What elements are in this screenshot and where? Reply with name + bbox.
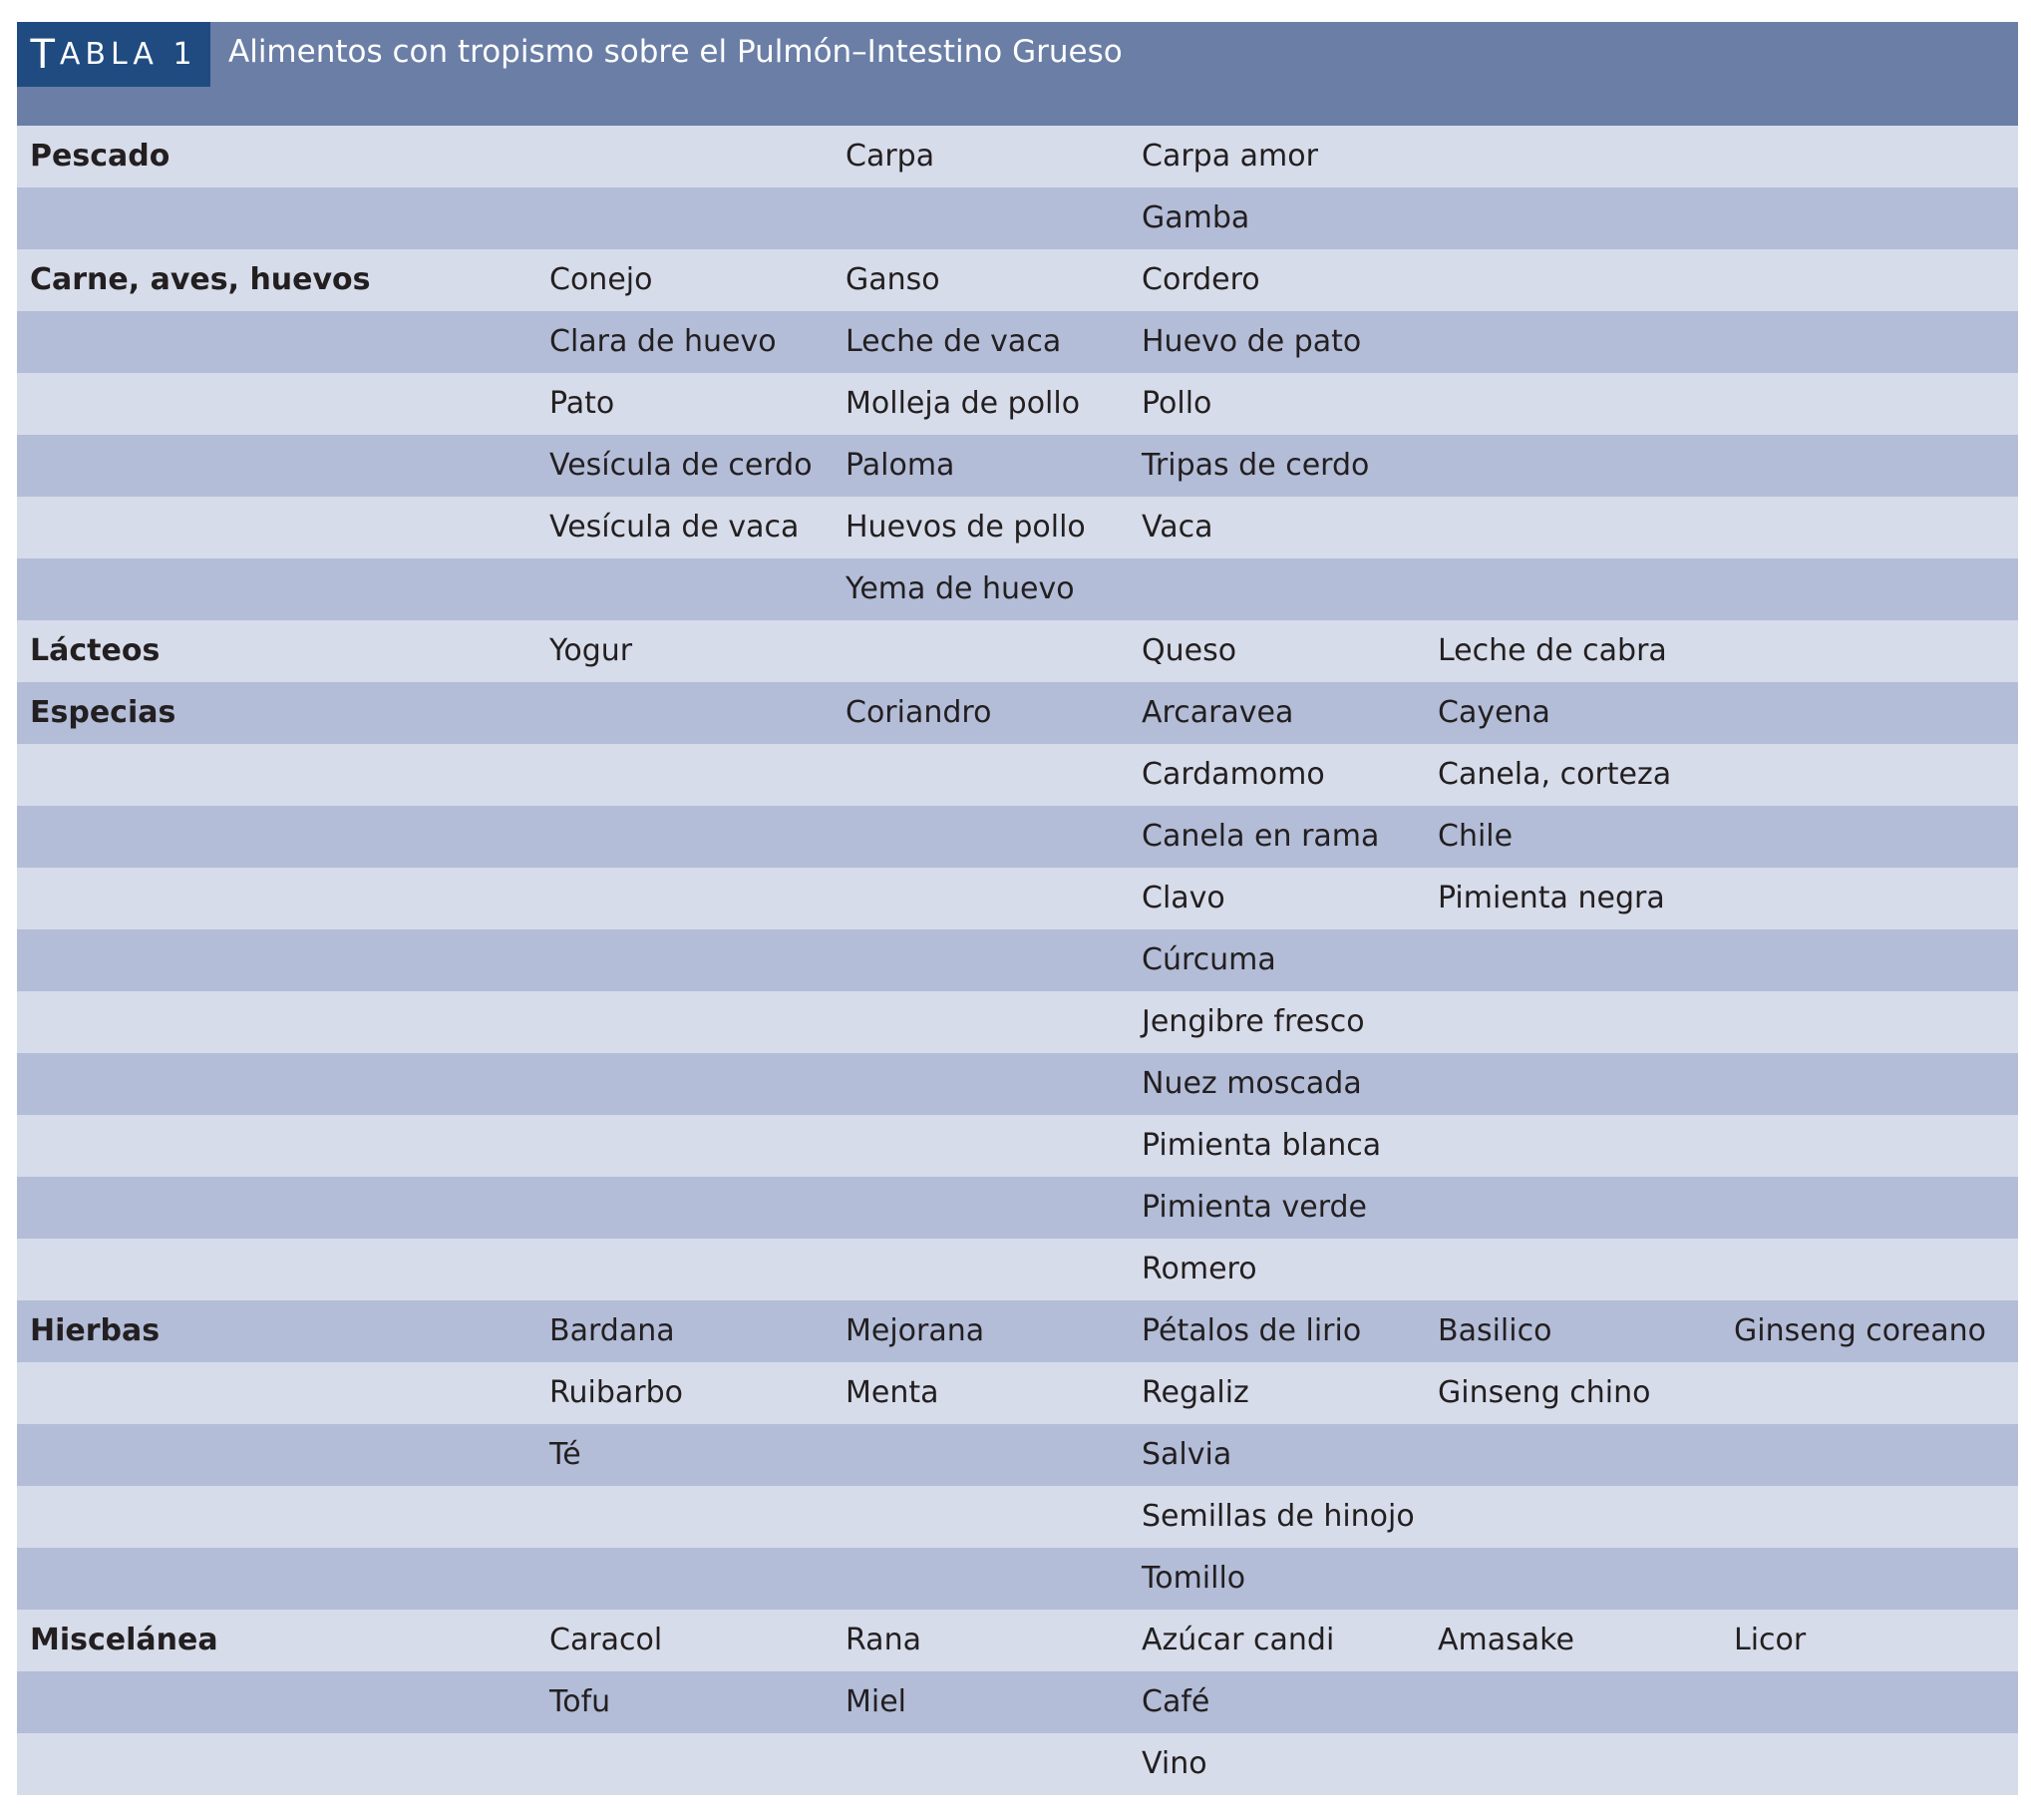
- food-cell: Yema de huevo: [846, 571, 1075, 606]
- table-row: [17, 1671, 2018, 1733]
- table-row: [17, 929, 2018, 991]
- food-cell: Tripas de cerdo: [1142, 448, 1370, 483]
- food-cell: Ruibarbo: [549, 1375, 684, 1410]
- food-cell: Vesícula de cerdo: [549, 448, 813, 483]
- food-cell: Amasake: [1438, 1623, 1574, 1657]
- food-cell: Cúrcuma: [1142, 942, 1276, 977]
- table-row: [17, 1115, 2018, 1177]
- table-header: [17, 22, 2018, 126]
- food-cell: Carpa amor: [1142, 139, 1318, 174]
- table-row: [17, 682, 2018, 744]
- category-cell: Pescado: [30, 139, 170, 174]
- food-cell: Conejo: [549, 262, 653, 297]
- food-cell: Molleja de pollo: [846, 386, 1081, 421]
- table-row: [17, 558, 2018, 620]
- food-cell: Regaliz: [1142, 1375, 1249, 1410]
- food-cell: Carpa: [846, 139, 935, 174]
- table-row: [17, 1300, 2018, 1362]
- table-row: [17, 744, 2018, 806]
- food-cell: Cayena: [1438, 695, 1550, 730]
- table-row: [17, 311, 2018, 373]
- food-cell: Queso: [1142, 633, 1237, 668]
- food-cell: Tofu: [549, 1684, 611, 1719]
- food-cell: Cordero: [1142, 262, 1260, 297]
- food-cell: Huevo de pato: [1142, 324, 1362, 359]
- food-cell: Leche de cabra: [1438, 633, 1667, 668]
- table-row: [17, 620, 2018, 682]
- food-cell: Chile: [1438, 819, 1514, 854]
- table-row: [17, 1610, 2018, 1671]
- food-cell: Miel: [846, 1684, 907, 1719]
- table-number-rest: ABLA 1: [59, 37, 197, 72]
- food-cell: Nuez moscada: [1142, 1066, 1362, 1101]
- food-cell: Pimienta blanca: [1142, 1128, 1382, 1163]
- food-cell: Ganso: [846, 262, 940, 297]
- food-cell: Tomillo: [1142, 1561, 1246, 1596]
- food-cell: Jengibre fresco: [1142, 1004, 1365, 1039]
- food-cell: Menta: [846, 1375, 939, 1410]
- table-row: [17, 1239, 2018, 1300]
- food-cell: Arcaravea: [1142, 695, 1294, 730]
- food-cell: Clara de huevo: [549, 324, 777, 359]
- table-number-cap: T: [30, 31, 60, 78]
- table-row: [17, 1548, 2018, 1610]
- food-cell: Pollo: [1142, 386, 1212, 421]
- table-row: [17, 806, 2018, 868]
- food-cell: Yogur: [549, 633, 633, 668]
- food-cell: Rana: [846, 1623, 921, 1657]
- table-row: [17, 1177, 2018, 1239]
- table-body: [17, 126, 2018, 1795]
- food-cell: Paloma: [846, 448, 955, 483]
- food-cell: Mejorana: [846, 1313, 985, 1348]
- category-cell: Lácteos: [30, 633, 161, 668]
- category-cell: Miscelánea: [30, 1623, 218, 1657]
- food-cell: Pato: [549, 386, 615, 421]
- food-cell: Canela, corteza: [1438, 757, 1672, 792]
- food-cell: Vesícula de vaca: [549, 510, 800, 545]
- table-row: [17, 435, 2018, 497]
- food-cell: Salvia: [1142, 1437, 1232, 1472]
- food-cell: Leche de vaca: [846, 324, 1062, 359]
- table-row: [17, 1362, 2018, 1424]
- food-cell: Pimienta negra: [1438, 881, 1665, 915]
- table-row: [17, 1733, 2018, 1795]
- food-cell: Canela en rama: [1142, 819, 1380, 854]
- table-row: [17, 991, 2018, 1053]
- food-cell: Huevos de pollo: [846, 510, 1086, 545]
- category-cell: Carne, aves, huevos: [30, 262, 371, 297]
- food-cell: Gamba: [1142, 200, 1250, 235]
- food-cell: Coriandro: [846, 695, 992, 730]
- table-row: [17, 187, 2018, 249]
- food-cell: Café: [1142, 1684, 1210, 1719]
- food-table: [17, 22, 2018, 1795]
- table-row: [17, 1486, 2018, 1548]
- food-cell: Cardamomo: [1142, 757, 1325, 792]
- table-number-label: [17, 22, 210, 87]
- table-title: Alimentos con tropismo sobre el Pulmón–Intestino Grueso: [228, 34, 1123, 70]
- food-cell: Pimienta verde: [1142, 1190, 1367, 1225]
- food-cell: Basilico: [1438, 1313, 1552, 1348]
- category-cell: Hierbas: [30, 1313, 161, 1348]
- table-row: [17, 1053, 2018, 1115]
- table-row: [17, 126, 2018, 187]
- food-cell: Ginseng coreano: [1734, 1313, 1987, 1348]
- table-row: [17, 497, 2018, 558]
- food-cell: Clavo: [1142, 881, 1225, 915]
- food-cell: Romero: [1142, 1252, 1257, 1286]
- food-cell: Bardana: [549, 1313, 675, 1348]
- food-cell: Vino: [1142, 1746, 1207, 1781]
- food-cell: Pétalos de lirio: [1142, 1313, 1362, 1348]
- food-cell: Té: [549, 1437, 581, 1472]
- food-cell: Azúcar candi: [1142, 1623, 1335, 1657]
- food-cell: Vaca: [1142, 510, 1213, 545]
- food-cell: Ginseng chino: [1438, 1375, 1651, 1410]
- category-cell: Especias: [30, 695, 176, 730]
- table-row: [17, 1424, 2018, 1486]
- table-row: [17, 249, 2018, 311]
- food-cell: Semillas de hinojo: [1142, 1499, 1415, 1534]
- food-cell: Caracol: [549, 1623, 663, 1657]
- food-cell: Licor: [1734, 1623, 1807, 1657]
- table-row: [17, 868, 2018, 929]
- table-row: [17, 373, 2018, 435]
